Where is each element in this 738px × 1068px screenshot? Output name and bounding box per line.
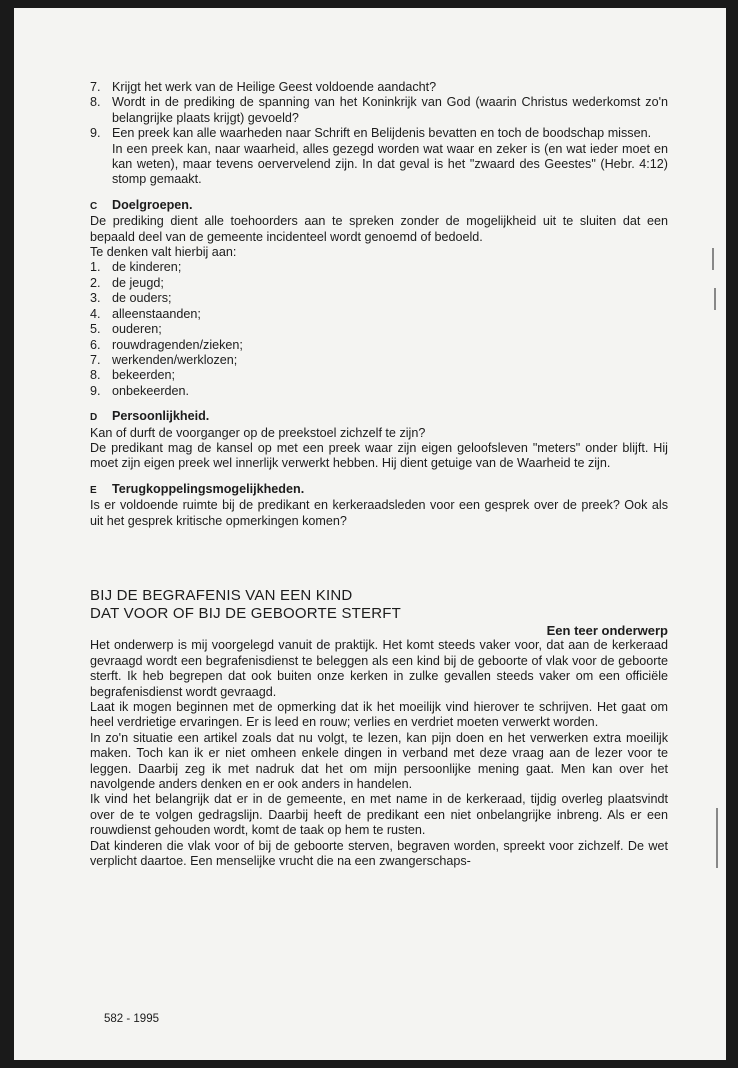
section-d-heading: [90, 409, 668, 425]
article-title-line: BIJ DE BEGRAFENIS VAN EEN KIND: [90, 586, 353, 604]
list-item: [90, 322, 668, 337]
list-text: bekeerden;: [112, 368, 176, 383]
article-subheading: Een teer onderwerp: [546, 622, 668, 638]
section-e-heading: [90, 482, 668, 498]
list-number: 7.: [90, 352, 101, 367]
list-number: 2.: [90, 275, 101, 290]
list-number: 4.: [90, 306, 101, 321]
list-item: [90, 291, 668, 306]
document-page: [14, 8, 726, 1060]
list-item: [90, 80, 668, 95]
list-text: rouwdragenden/zieken;: [112, 337, 243, 352]
page-footer: 582 - 1995: [104, 1013, 159, 1025]
list-item: [90, 126, 668, 141]
question-9-elaboration: In een preek kan, naar waarheid, alles gezegd worden wat waar en zeker is (en wat ieder moet en kan weten), maar tevens oervervelend zijn. In dat geval is het "zwaard des Geestes" (Hebr. 4:12) stomp gemaakt.: [112, 141, 668, 187]
article-paragraph: Ik vind het belangrijk dat er in de gemeente, en met name in de kerkeraad, tijdig overleg plaatsvindt over de te volgen gedragslijn. Daarbij heeft de predikant een niet onbelangrijke inbreng. Als er een rouwdienst gehouden wordt, komt de taak op hem te rusten.: [90, 792, 668, 838]
list-number: 9.: [90, 126, 101, 141]
section-e-paragraph: Is er voldoende ruimte bij de predikant en kerkeraadsleden voor een gesprek over de preek? Ook als uit het gesprek kritische opmerkingen komen?: [90, 498, 668, 528]
article-paragraph: Laat ik mogen beginnen met de opmerking dat ik het moeilijk vind hierover te schrijven. Het gaat om heel verdrietige ervaringen. Er is leed en rouw; verlies en verdriet moeten verwerkt worden.: [90, 700, 668, 730]
page-content: [90, 80, 668, 869]
list-item: [90, 338, 668, 353]
list-text: de jeugd;: [112, 275, 164, 290]
list-item: [90, 276, 668, 291]
list-text: de ouders;: [112, 291, 172, 306]
target-group-list: [90, 260, 668, 399]
article-paragraph: In zo'n situatie een artikel zoals dat nu volgt, te lezen, kan pijn doen en het verwerken extra moeilijk maken. Toch kan ik er niet omheen enkele dingen in verband met deze vraag aan de lezer voor te leggen. Daarbij zeg ik met nadruk dat het om mijn persoonlijke mening gaat. Men kan over het navolgende anders denken en er ook anders in handelen.: [90, 730, 668, 792]
list-item: [90, 384, 668, 399]
list-text: ouderen;: [112, 322, 162, 337]
section-letter: E: [90, 484, 97, 496]
article-title-line: DAT VOOR OF BIJ DE GEBOORTE STERFT: [90, 604, 402, 622]
list-text: de kinderen;: [112, 260, 182, 275]
list-number: 8.: [90, 95, 101, 110]
list-number: 9.: [90, 383, 101, 398]
section-d-paragraph: De predikant mag de kansel op met een preek waar zijn eigen geloofsleven "meters" onder blijft. Hij moet zijn eigen preek wel innerlijk verwerkt hebben. Hij dient getuige van de Waarheid te zijn.: [90, 440, 668, 471]
list-text: Krijgt het werk van de Heilige Geest voldoende aandacht?: [112, 80, 437, 94]
list-number: 6.: [90, 337, 101, 352]
article-paragraph: Het onderwerp is mij voorgelegd vanuit de praktijk. Het komt steeds vaker voor, dat aan de kerkeraad gevraagd wordt een begrafenisdienst te beleggen als een kind bij de geboorte of vlak voor de geboorte sterft. Ik heb begrepen dat ook buiten onze kerken in zulke gevallen steeds vaker om een officiële begrafenisdienst wordt gevraagd.: [90, 638, 668, 699]
article-title: [90, 587, 668, 623]
list-item: [90, 353, 668, 368]
list-item: [90, 260, 668, 275]
section-title: Terugkoppelingsmogelijkheden.: [112, 481, 305, 496]
scan-mark: [712, 248, 714, 270]
scan-mark: [714, 288, 716, 310]
scan-mark: [716, 808, 718, 868]
list-number: 7.: [90, 80, 101, 94]
section-c-lead: Te denken valt hierbij aan:: [90, 245, 237, 260]
article-paragraph: Dat kinderen die vlak voor of bij de geboorte sterven, begraven worden, spreekt voor zichzelf. De wet verplicht daartoe. Een menselijke vrucht die na een zwangerschaps-: [90, 838, 668, 869]
list-text: onbekeerden.: [112, 383, 190, 398]
section-letter: D: [90, 412, 98, 424]
list-text: alleenstaanden;: [112, 306, 201, 321]
section-title: Doelgroepen.: [112, 197, 193, 212]
list-number: 3.: [90, 291, 101, 306]
section-c-intro: De prediking dient alle toehoorders aan te spreken zonder de mogelijkheid uit te sluiten dat een bepaald deel van de gemeente incidenteel wordt genoemd of bedoeld.: [90, 214, 668, 244]
list-text: Wordt in de prediking de spanning van het Koninkrijk van God (waarin Christus wederkomst zo'n belangrijke plaats krijgt) gevoeld?: [112, 95, 668, 125]
list-text: werkenden/werklozen;: [112, 352, 238, 367]
section-c-heading: [90, 198, 668, 214]
section-title: Persoonlijkheid.: [112, 409, 210, 424]
list-item: [90, 95, 668, 126]
list-number: 1.: [90, 260, 101, 275]
list-number: 5.: [90, 322, 101, 337]
list-text: Een preek kan alle waarheden naar Schrift en Belijdenis bevatten en toch de boodschap missen.: [112, 126, 652, 141]
section-letter: C: [90, 200, 98, 212]
list-item: [90, 368, 668, 383]
list-item: [90, 307, 668, 322]
list-number: 8.: [90, 368, 101, 383]
section-d-paragraph: Kan of durft de voorganger op de preekstoel zichzelf te zijn?: [90, 425, 426, 440]
